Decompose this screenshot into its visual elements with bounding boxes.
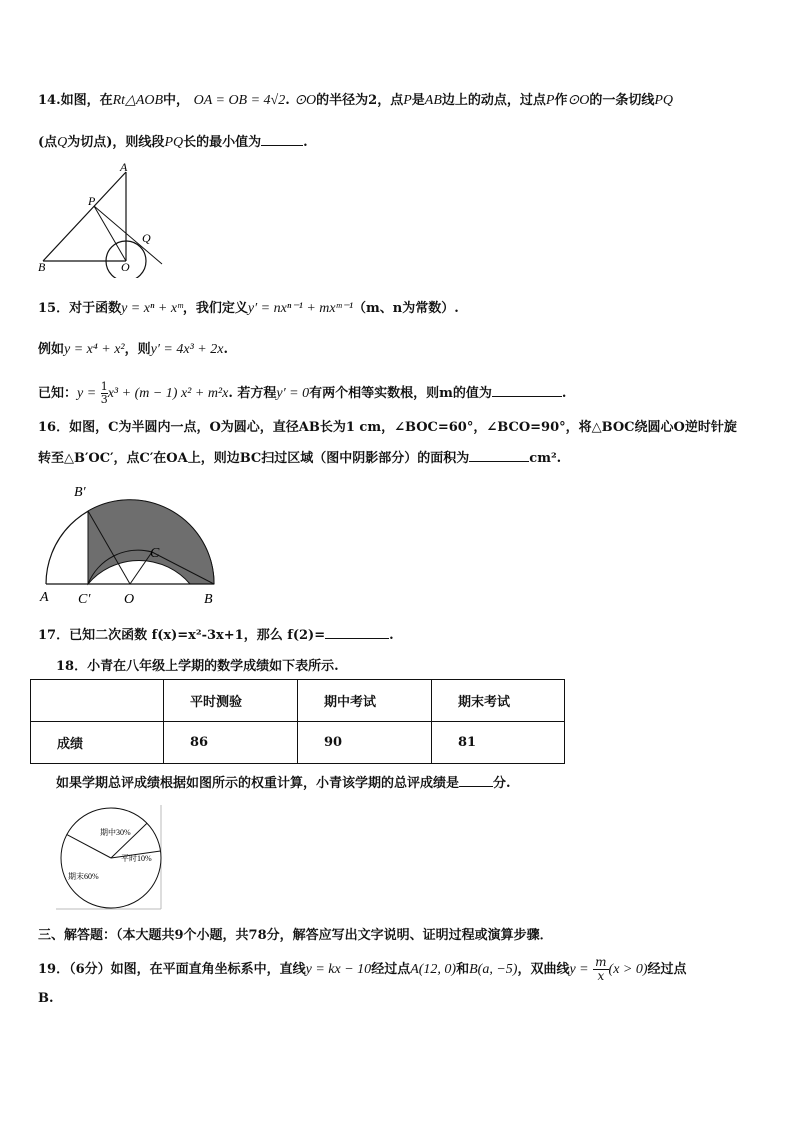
pie-label-regular: 平时10%: [121, 854, 152, 863]
table-cell: 81: [432, 722, 565, 764]
q15-line3: 已知：y = $\frac{1}{3}$ x³ + (m − 1) x² + m²x. 若方程y′ = 0有两个相等实数根，则m的值为 .: [38, 380, 567, 406]
weight-pie-chart: [54, 803, 166, 911]
q18-line1: 18．小青在八年级上学期的数学成绩如下表所示.: [56, 659, 339, 674]
fraction-m-over-x: $\frac{m}{x}$: [595, 955, 607, 983]
pie-label-midterm: 期中30%: [100, 828, 131, 837]
table-header-row: [31, 680, 565, 722]
answer-blank: [325, 626, 389, 639]
answer-blank: [469, 449, 529, 462]
point-B-label: B: [38, 260, 46, 274]
table-cell: 成绩: [31, 722, 164, 764]
point-C-prime-label: C′: [78, 592, 91, 607]
point-A-label: A: [40, 590, 49, 605]
table-header-cell: 期末考试: [432, 680, 565, 722]
q19-line1: 19．（6分）如图，在平面直角坐标系中，直线y = kx − 10经过点A(12, 0)和B(a, −5)，双曲线y = $\frac{m}{x}$ (x > 0)经过点: [38, 955, 687, 983]
answer-blank: [261, 133, 303, 146]
section-3-heading: 三、解答题：（本大题共9个小题，共78分，解答应写出文字说明、证明过程或演算步骤．: [38, 928, 553, 943]
point-C-label: C: [150, 546, 160, 561]
q15-line1: 15．对于函数y = xⁿ + xᵐ，我们定义y′ = nxⁿ⁻¹ + mxᵐ⁻¹（m、n为常数）.: [38, 301, 459, 316]
point-B-prime-label: B′: [74, 485, 86, 500]
table-cell: 86: [164, 722, 298, 764]
answer-blank: [492, 384, 562, 397]
pie-label-final: 期末60%: [68, 872, 99, 881]
point-Q-label: Q: [142, 231, 151, 245]
q19-line2: B.: [38, 991, 54, 1006]
q18-line2: 如果学期总评成绩根据如图所示的权重计算，小青该学期的总评成绩是 分.: [56, 776, 511, 791]
q16-figure: [30, 478, 230, 608]
table-header-cell: 期中考试: [298, 680, 432, 722]
score-table: [30, 679, 565, 764]
table-header-cell: 平时测验: [164, 680, 298, 722]
fraction-one-third: $\frac{1}{3}$: [100, 380, 108, 406]
answer-blank: [459, 774, 493, 787]
point-O-label: O: [121, 260, 130, 274]
point-O-label: O: [124, 592, 135, 607]
point-P-label: P: [88, 194, 96, 208]
table-cell: 90: [298, 722, 432, 764]
table-row: [31, 722, 565, 764]
q16-line1: 16．如图，C为半圆内一点，O为圆心，直径AB长为1 cm，∠BOC=60°，∠BCO=90°，将△BOC绕圆心O逆时针旋: [38, 420, 737, 435]
point-B-label: B: [204, 592, 213, 607]
table-header-cell: [31, 680, 164, 722]
point-A-label: A: [120, 160, 128, 174]
q17-line: 17．已知二次函数 f(x)=x²-3x+1，那么 f(2)= .: [38, 628, 394, 643]
q15-line2: 例如y = x⁴ + x²，则y′ = 4x³ + 2x.: [38, 342, 228, 357]
q16-line2: 转至△B′OC′，点C′在OA上，则边BC扫过区域（图中阴影部分）的面积为 cm².: [38, 451, 562, 466]
q14-line1: 14.如图，在Rt△AOB中， OA = OB = 4√2. ⊙O的半径为2，点P是AB边上的动点，过点P作⊙O的一条切线PQ: [38, 93, 674, 108]
q14-figure: [30, 158, 180, 278]
q14-line2: (点Q为切点)，则线段PQ长的最小值为 .: [38, 135, 308, 150]
